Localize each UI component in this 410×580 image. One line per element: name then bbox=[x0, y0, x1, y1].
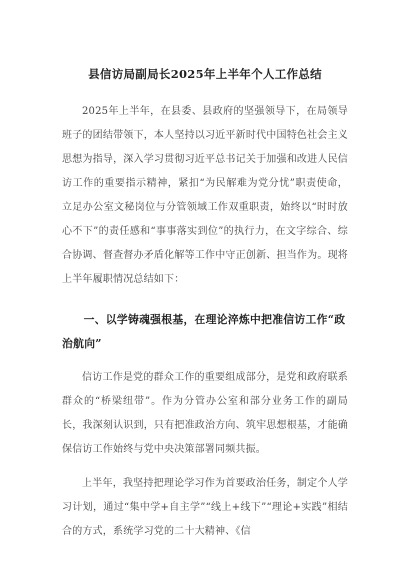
section-paragraph-2: 上半年，我坚持把理论学习作为首要政治任务，制定个人学习计划，通过“集中学+自主学”“线上+线下”“理论+实践”相结合的方式，系统学习党的二十大精神、《信 bbox=[62, 478, 348, 537]
section-paragraph-1: 信访工作是党的群众工作的重要组成部分，是党和政府联系群众的“桥梁纽带”。作为分管办公室和部分业务工作的副局长，我深刻认识到，只有把准政治方向、筑牢思想根基，才能确保信访工作始终与党中央决策部署同频共振。 bbox=[62, 372, 348, 455]
spacer bbox=[62, 292, 348, 302]
document-title: 县信访局副局长2025年上半年个人工作总结 bbox=[88, 67, 322, 81]
spacer bbox=[62, 462, 348, 472]
intro-paragraph: 2025年上半年，在县委、县政府的坚强领导下，在局领导班子的团结带领下，本人坚持以习近平新时代中国特色社会主义思想为指导，深入学习贯彻习近平总书记关于加强和改进人民信访工作的重要指示精神，紧扣“为民解难为党分忧”职责使命，立足办公室文秘岗位与分管领域工作双重职责，始终以“时时放心不下”的责任感和“事事落实到位”的执行力，在文字综合、综合协调、督查督办矛盾化解等工作中守正创新、担当作为。现将上半年履职情况总结如下： bbox=[62, 106, 348, 285]
section-heading: 一、以学铸魂强根基，在理论淬炼中把准信访工作“政治航向” bbox=[62, 313, 346, 350]
